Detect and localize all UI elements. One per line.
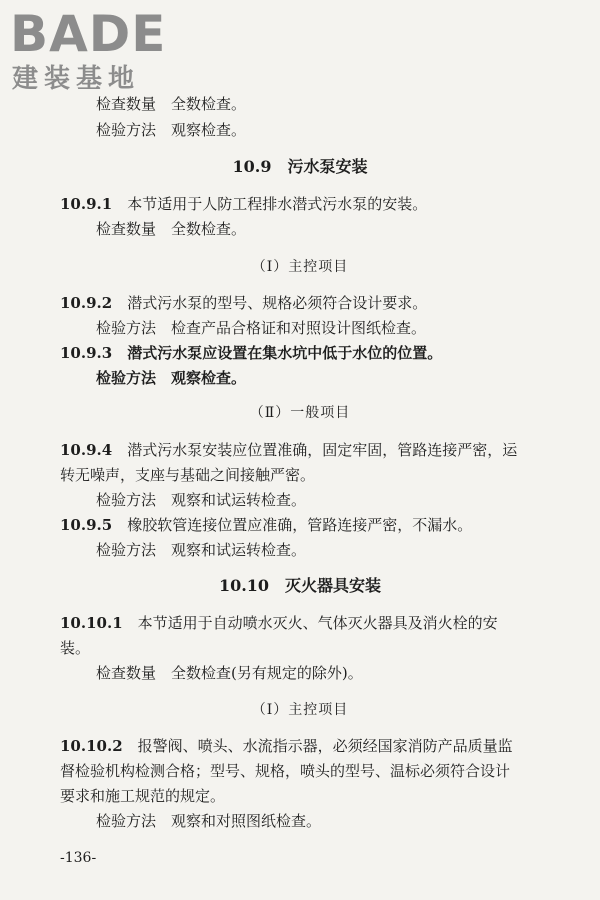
page-number: -136- bbox=[60, 850, 97, 866]
clause-text: 本节适用于自动喷水灭火、气体灭火器具及消火栓的安 bbox=[137, 614, 498, 632]
clause-10-9-5 bbox=[60, 515, 472, 535]
clause-10-9-4-cont: 转无噪声，支座与基础之间接触严密。 bbox=[60, 466, 316, 484]
clause-text: 潜式污水泵安装应位置准确，固定牢固，管路连接严密，运 bbox=[127, 441, 518, 459]
check-quantity-line: 检查数量 全数检查。 bbox=[96, 220, 247, 238]
check-quantity-line: 检查数量 全数检查。 bbox=[96, 95, 247, 113]
clause-number: 10.10.1 bbox=[60, 614, 123, 632]
check-quantity-line: 检查数量 全数检查(另有规定的除外)。 bbox=[96, 664, 363, 682]
clause-text: 本节适用于人防工程排水潜式污水泵的安装。 bbox=[127, 195, 428, 213]
clause-number: 10.10.2 bbox=[60, 737, 123, 755]
logo-subtitle: 建装基地 bbox=[12, 64, 141, 94]
subsection-general-items: （Ⅱ）一般项目 bbox=[249, 405, 351, 421]
section-heading-10-10: 10.10 灭火器具安装 bbox=[218, 576, 382, 595]
clause-10-9-4 bbox=[60, 440, 517, 460]
clause-10-9-3 bbox=[60, 343, 442, 363]
clause-10-10-2-cont: 督检验机构检测合格；型号、规格，喷头的型号、温标必须符合设计 bbox=[60, 762, 511, 780]
clause-10-9-1 bbox=[60, 194, 427, 214]
clause-10-10-1 bbox=[60, 613, 498, 633]
clause-text: 橡胶软管连接位置应准确，管路连接严密，不漏水。 bbox=[127, 516, 473, 534]
clause-number: 10.9.5 bbox=[60, 516, 113, 534]
inspection-method-line: 检验方法 检查产品合格证和对照设计图纸检查。 bbox=[96, 319, 427, 337]
clause-10-10-2-cont: 要求和施工规范的规定。 bbox=[60, 787, 226, 805]
inspection-method-line: 检验方法 观察检查。 bbox=[96, 369, 247, 387]
logo-brand: BADE bbox=[10, 5, 167, 63]
clause-10-10-1-cont: 装。 bbox=[60, 639, 91, 657]
clause-number: 10.9.3 bbox=[60, 344, 113, 362]
clause-text: 潜式污水泵应设置在集水坑中低于水位的位置。 bbox=[127, 344, 443, 362]
inspection-method-line: 检验方法 观察检查。 bbox=[96, 121, 247, 139]
clause-10-9-2 bbox=[60, 293, 427, 313]
watermark-logo bbox=[10, 6, 180, 96]
clause-number: 10.9.1 bbox=[60, 195, 113, 213]
inspection-method-line: 检验方法 观察和对照图纸检查。 bbox=[96, 812, 322, 830]
clause-text: 报警阀、喷头、水流指示器，必须经国家消防产品质量监 bbox=[137, 737, 513, 755]
clause-number: 10.9.2 bbox=[60, 294, 113, 312]
inspection-method-line: 检验方法 观察和试运转检查。 bbox=[96, 491, 307, 509]
clause-number: 10.9.4 bbox=[60, 441, 113, 459]
section-heading-10-9: 10.9 污水泵安装 bbox=[232, 157, 368, 176]
clause-text: 潜式污水泵的型号、规格必须符合设计要求。 bbox=[127, 294, 428, 312]
clause-10-10-2 bbox=[60, 736, 513, 756]
subsection-main-items: （Ⅰ）主控项目 bbox=[251, 259, 349, 275]
subsection-main-items-2: （Ⅰ）主控项目 bbox=[251, 702, 349, 718]
inspection-method-line: 检验方法 观察和试运转检查。 bbox=[96, 541, 307, 559]
